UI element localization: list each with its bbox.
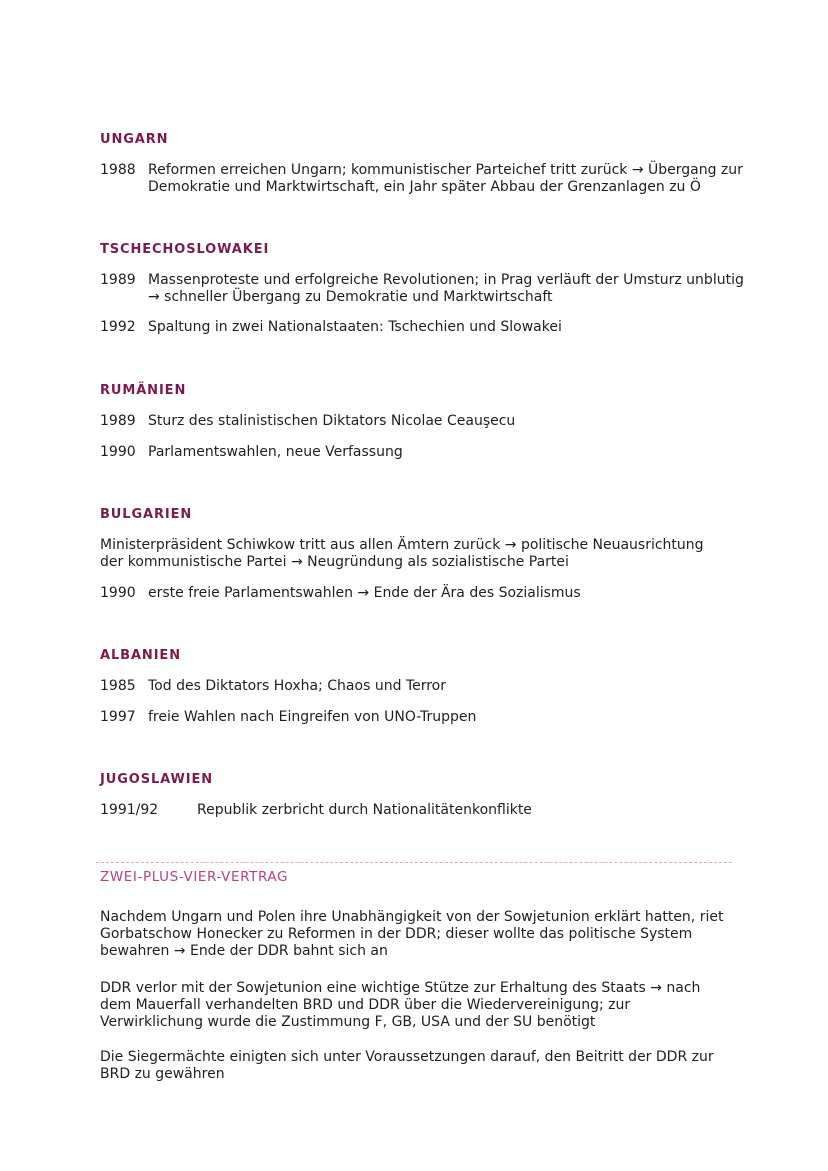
event-text: Spaltung in zwei Nationalstaaten: Tschechien und Slowakei — [148, 319, 562, 335]
event-year: 1989 — [100, 272, 136, 288]
section-heading-albanien: ALBANIEN — [100, 648, 181, 663]
section-heading-bulgarien: BULGARIEN — [100, 507, 193, 522]
section-heading-rumaenien: RUMÄNIEN — [100, 383, 187, 398]
event-year: 1988 — [100, 162, 136, 178]
section-heading-zwei-plus-vier-vertrag: ZWEI-PLUS-VIER-VERTRAG — [100, 869, 289, 885]
event-year: 1991/92 — [100, 802, 159, 818]
event-year: 1997 — [100, 709, 136, 725]
event-text: Tod des Diktators Hoxha; Chaos und Terror — [148, 678, 446, 694]
event-year: 1989 — [100, 413, 136, 429]
section-divider — [96, 862, 732, 863]
event-text: Massenproteste und erfolgreiche Revolutionen; in Prag verläuft der Umsturz unblutig → schneller Übergang zu Demokratie und Marktwirtschaft — [148, 272, 744, 305]
event-year: 1990 — [100, 444, 136, 460]
section-heading-tschechoslowakei: TSCHECHOSLOWAKEI — [100, 242, 270, 257]
event-text: Reformen erreichen Ungarn; kommunistischer Parteichef tritt zurück → Übergang zur Demokratie und Marktwirtschaft, ein Jahr später Abbau der Grenzanlagen zu Ö — [148, 162, 743, 195]
event-text: erste freie Parlamentswahlen → Ende der Ära des Sozialismus — [148, 585, 581, 601]
paragraph: DDR verlor mit der Sowjetunion eine wichtige Stütze zur Erhaltung des Staats → nach dem Mauerfall verhandelten BRD und DDR über die Wiedervereinigung; zur Verwirklichung wurde die Zustimmung F, GB, USA und der SU benötigt — [100, 980, 701, 1030]
event-year: 1990 — [100, 585, 136, 601]
event-text: Parlamentswahlen, neue Verfassung — [148, 444, 403, 460]
event-text: Sturz des stalinistischen Diktators Nicolae Ceauşecu — [148, 413, 516, 429]
event-text: Republik zerbricht durch Nationalitätenkonflikte — [197, 802, 532, 818]
section-heading-ungarn: UNGARN — [100, 132, 169, 147]
event-year: 1985 — [100, 678, 136, 694]
section-heading-jugoslawien: JUGOSLAWIEN — [100, 772, 214, 787]
event-year: 1992 — [100, 319, 136, 335]
paragraph: Nachdem Ungarn und Polen ihre Unabhängigkeit von der Sowjetunion erklärt hatten, riet Gorbatschow Honecker zu Reformen in der DDR; dieser wollte das politische System bewahren → Ende der DDR bahnt sich an — [100, 909, 724, 959]
section-intro-text: Ministerpräsident Schiwkow tritt aus allen Ämtern zurück → politische Neuausrichtung der kommunistische Partei → Neugründung als sozialistische Partei — [100, 537, 704, 570]
paragraph: Die Siegermächte einigten sich unter Voraussetzungen darauf, den Beitritt der DDR zur BRD zu gewähren — [100, 1049, 714, 1082]
event-text: freie Wahlen nach Eingreifen von UNO-Truppen — [148, 709, 477, 725]
